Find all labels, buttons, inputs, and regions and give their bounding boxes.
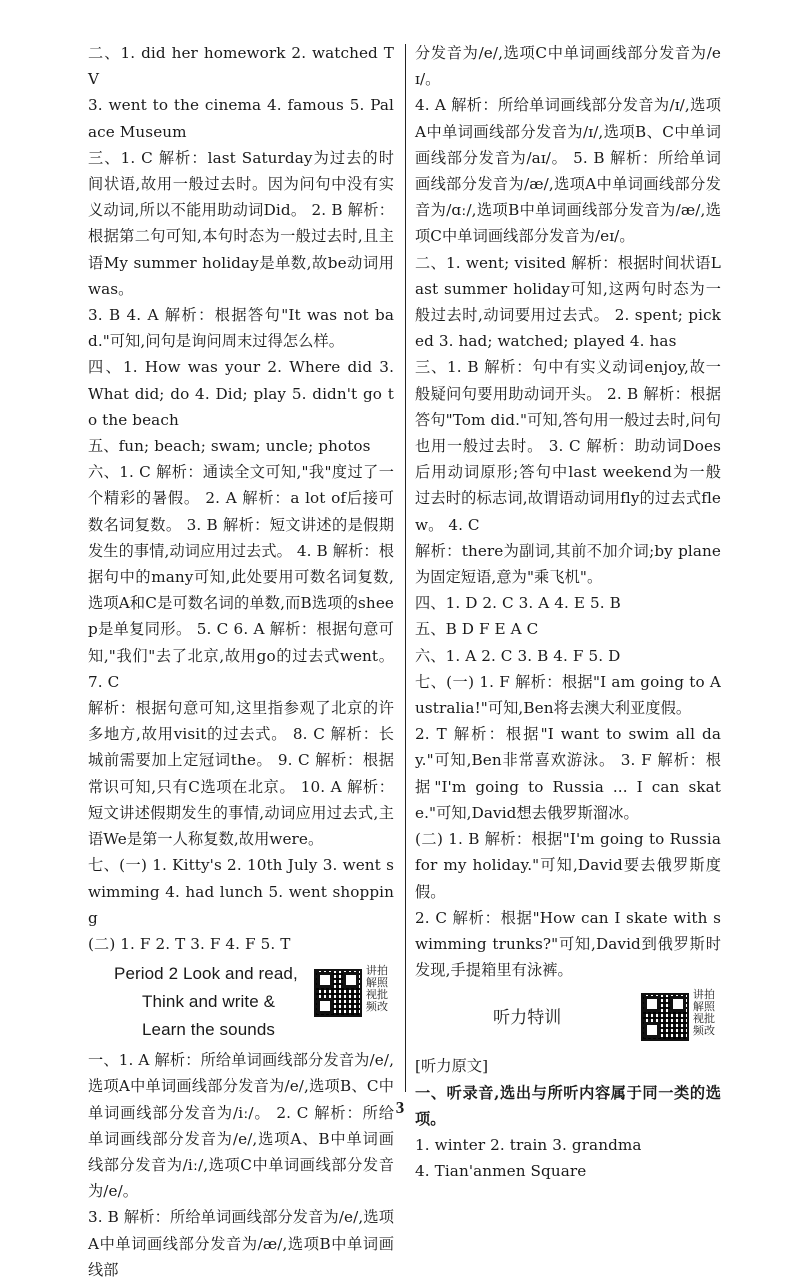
- qr-caption: 讲拍解照视批频改: [365, 964, 389, 1014]
- period-title-line1: Period 2 Look and read,: [114, 964, 298, 984]
- page-number: 3: [395, 1098, 405, 1117]
- answer-line: 解析：there为副词,其前不加介词;by plane为固定短语,意为"乘飞机"。: [415, 541, 721, 587]
- answer-line: 2. T 解析：根据"I want to swim all day."可知,Ben非常喜欢游泳。 3. F 解析：根据"I'm going to Russia ... I can skate."可知,David想去俄罗斯溜冰。: [415, 725, 721, 822]
- answer-line: 3. B 4. A 解析：根据答句"It was not bad."可知,问句是询问周末过得怎么样。: [88, 306, 394, 351]
- answer-line: 分发音为/e/,选项C中单词画线部分发音为/eɪ/。: [415, 44, 721, 89]
- left-column: [88, 40, 394, 1283]
- answer-line: 一、1. A 解析：所给单词画线部分发音为/e/,选项A中单词画线部分发音为/e/,选项B、C中单词画线部分发音为/iː/。 2. C 解析：所给单词画线部分发音为/e/,选项A、B中单词画线部分发音为/iː/,选项C中单词画线部分发音为/e/。: [88, 1051, 394, 1201]
- period-title-line2: Think and write &: [142, 992, 276, 1012]
- period-heading: [88, 961, 394, 1045]
- listening-heading: [415, 983, 721, 1053]
- qr-code-icon[interactable]: [641, 993, 689, 1041]
- listening-items: 4. Tian'anmen Square: [415, 1162, 587, 1181]
- answer-line: (二) 1. F 2. T 3. F 4. F 5. T: [88, 934, 291, 953]
- qr-caption: 讲拍解照视批频改: [692, 988, 716, 1038]
- answer-line: 4. A 解析：所给单词画线部分发音为/ɪ/,选项A中单词画线部分发音为/ɪ/,选项B、C中单词画线部分发音为/aɪ/。 5. B 解析：所给单词画线部分发音为/æ/,选项A中单词画线部分发音为/ɑː/,选项B中单词画线部分发音为/æ/,选项C中单词画线部分发音为/eɪ/。: [415, 96, 721, 246]
- answer-line: 解析：根据句意可知,这里指参观了北京的许多地方,故用visit的过去式。 8. C 解析：长城前需要加上定冠词the。 9. C 解析：根据常识可知,只有C选项在北京。 10. A 解析：短文讲述假期发生的事情,动词应用过去式,主语We是第一人称复数,故用were。: [88, 699, 394, 849]
- answer-line: 二、1. did her homework 2. watched TV: [88, 44, 394, 89]
- listening-section-label: [听力原文]: [415, 1057, 489, 1076]
- qr-code-icon[interactable]: [314, 969, 362, 1017]
- answer-line: 三、1. C 解析：last Saturday为过去的时间状语,故用一般过去时。因为问句中没有实义动词,所以不能用助动词Did。 2. B 解析：根据第二句可知,本句时态为一般过去时,且主语My summer holiday是单数,故be动词用was。: [88, 148, 394, 298]
- period-title-line3: Learn the sounds: [142, 1020, 275, 1040]
- answer-line: 3. went to the cinema 4. famous 5. Palace Museum: [88, 96, 394, 141]
- column-divider: [405, 44, 406, 1092]
- answer-line: 七、(一) 1. F 解析：根据"I am going to Australia!"可知,Ben将去澳大利亚度假。: [415, 672, 721, 718]
- answer-line: (二) 1. B 解析：根据"I'm going to Russia for my holiday."可知,David要去俄罗斯度假。: [415, 830, 721, 901]
- answer-line: 二、1. went; visited 解析：根据时间状语Last summer holiday可知,这两句时态为一般过去时,动词要用过去式。 2. spent; picked 3. had; watched; played 4. has: [415, 253, 721, 351]
- listening-instruction: 一、听录音,选出与所听内容属于同一类的选项。: [415, 1083, 721, 1128]
- answer-line: 三、1. B 解析：句中有实义动词enjoy,故一般疑问句要用助动词开头。 2. B 解析：根据答句"Tom did."可知,答句用一般过去时,问句也用一般过去时。 3. C 解析：助动词Does后用动词原形;答句中last weekend为一般过去时的标志词,故谓语动词用fly的过去式flew。 4. C: [415, 358, 721, 534]
- listening-items: 1. winter 2. train 3. grandma: [415, 1135, 642, 1154]
- answer-line: 六、1. A 2. C 3. B 4. F 5. D: [415, 646, 621, 665]
- answer-line: 2. C 解析：根据"How can I skate with swimming trunks?"可知,David到俄罗斯时发现,手提箱里有泳裤。: [415, 908, 721, 980]
- listening-title: 听力特训: [493, 1008, 562, 1029]
- answer-line: 3. B 解析：所给单词画线部分发音为/e/,选项A中单词画线部分发音为/æ/,选项B中单词画线部: [88, 1208, 394, 1279]
- answer-line: 七、(一) 1. Kitty's 2. 10th July 3. went swimming 4. had lunch 5. went shopping: [88, 856, 394, 927]
- answer-line: 五、fun; beach; swam; uncle; photos: [88, 437, 371, 456]
- right-column: [415, 40, 721, 1184]
- answer-line: 四、1. How was your 2. Where did 3. What did; do 4. Did; play 5. didn't go to the beach: [88, 358, 394, 429]
- answer-line: 五、B D F E A C: [415, 620, 539, 639]
- answer-line: 六、1. C 解析：通读全文可知,"我"度过了一个精彩的暑假。 2. A 解析：a lot of后接可数名词复数。 3. B 解析：短文讲述的是假期发生的事情,动词应用过去式。 4. B 解析：根据句中的many可知,此处要用可数名词复数,选项A和C是可数名词的单数,而B选项的sheep是单复同形。 5. C 6. A 解析：根据句意可知,"我们"去了北京,故用go的过去式went。 7. C: [88, 463, 394, 691]
- answer-line: 四、1. D 2. C 3. A 4. E 5. B: [415, 594, 621, 613]
